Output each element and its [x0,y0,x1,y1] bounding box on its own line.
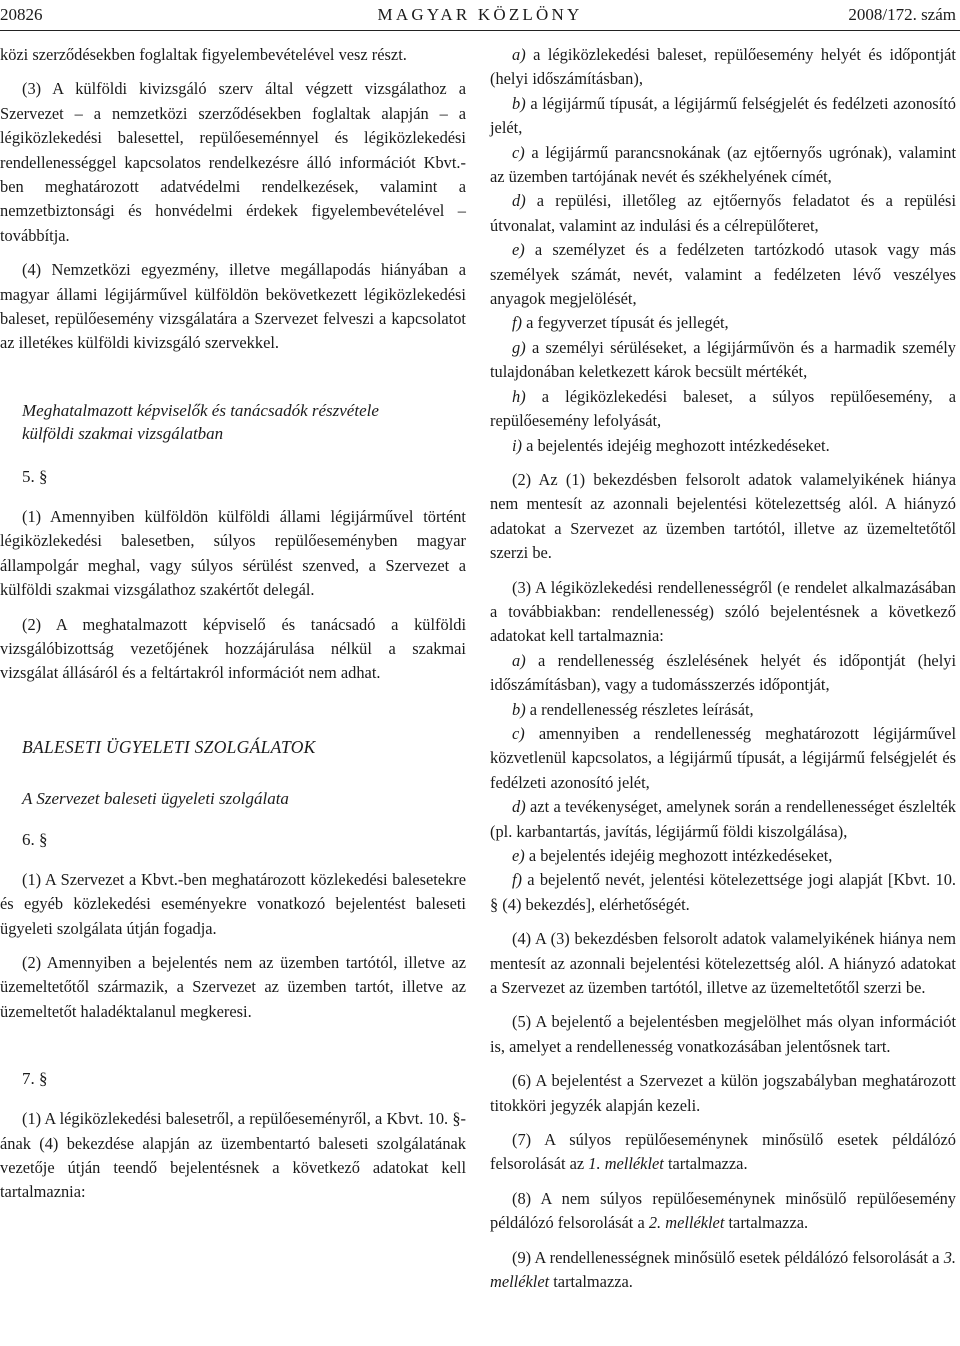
list-item: g) a személyi sérüléseket, a légijárművön és a harmadik személy tulajdonában keletkezett károk becsült mértékét, [490,337,956,382]
chapter-heading: BALESETI ÜGYELETI SZOLGÁLATOK [22,736,316,757]
annex-reference: 2. melléklet [648,1213,725,1233]
list-item: b) a rendellenesség részletes leírását, [512,699,754,719]
list-item: f) a bejelentő nevét, jelentési kötelezettsége jogi alapját [Kbvt. 10. § (4) bekezdés], elérhetőségét. [490,870,956,914]
section-heading: Meghatalmazott képviselők és tanácsadók részvétele [22,400,379,420]
list-item: h) a légiközlekedési baleset, a súlyos repülőesemény, a repülőesemény lefolyását, [490,386,956,431]
list-item: d) azt a tevékenységet, amelynek során a rendellenességet észlelték (pl. karbantartás, javítás, légijármű földi kiszolgálása), [490,797,956,841]
list-item: e) a személyzet és a fedélzeten tartózkodó utasok vagy más személyek számát, nevét, valamint a fedélzeten lévő veszélyes anyagok megjelölését, [490,240,956,309]
list-item: i) a bejelentés idejéig meghozott intézkedéseket. [512,435,830,455]
paragraph: (1) A Szervezet a Kbvt.-ben meghatározott közlekedési balesetekre és egyéb közlekedési eseményekre vonatkozó bejelentést baleseti ügyeleti szolgálata útján fogadja. [0,869,466,938]
list-item: a) a rendellenesség észlelésének helyét és időpontját (helyi időszámításban), vagy a tudomásszerzés időpontját, [490,650,956,695]
section-heading: külföldi szakmai vizsgálatban [22,423,224,443]
page-header [0,4,960,30]
right-column [490,43,956,1295]
paragraph: (4) Nemzetközi egyezmény, illetve megállapodás hiányában a magyar állami légijárművel külföldön bekövetkezett légiközlekedési baleset, repülőesemény vizsgálatára a Szervezet felveszi a kapcsolatot az illetékes külföldi kivizsgáló szervekkel. [0,260,466,353]
list-item: a) a légiközlekedési baleset, repülőesemény helyét és időpontját (helyi időszámításban), [490,45,956,89]
paragraph: (1) Amennyiben külföldön külföldi állami légijárművel történt légiközlekedési balesetben, súlyos repülőeseményben magyar állampolgár meghal, vagy súlyos sérülést szenved, a Szervezet a külföldi szakmai vizsgálathoz szakértőt delegál. [0,506,466,600]
list-item: c) a légijármű parancsnokának (az ejtőernyős ugrónak), valamint az üzemben tartójának nevét és székhelyének címét, [490,142,956,187]
annex-reference: 1. melléklet [588,1154,664,1174]
list-item: c) amennyiben a rendellenesség meghatározott légijárművel közvetlenül kapcsolatos, a légijármű típusát, a légijármű felségjelét és fedélzeti azonosító jelét, [490,723,956,792]
left-column [0,43,466,1205]
page-number: 20826 [0,5,43,24]
journal-title: MAGYAR KÖZLÖNY [377,5,583,24]
paragraph-number: 5. § [22,466,48,486]
paragraph: (5) A bejelentő a bejelentésben megjelölhet más olyan információt is, amelyet a rendellenesség vonatkozásában jelentősnek tart. [490,1012,956,1056]
paragraph: (8) A nem súlyos repülőeseménynek minősülő repülőesemény példálózó felsorolását a 2. melléklet tartalmazza. [490,1188,956,1233]
list-item: e) a bejelentés idejéig meghozott intézkedéseket, [512,846,833,865]
annex-reference: 3. melléklet [490,1247,956,1292]
paragraph: (7) A súlyos repülőeseménynek minősülő esetek példálózó felsorolását az 1. melléklet tartalmazza. [490,1130,956,1174]
paragraph: (1) A légiközlekedési balesetről, a repülőeseményről, a Kbvt. 10. §-ának (4) bekezdése alapján az üzembentartó baleseti szolgálatának vezetője útján teendő bejelentésnek a következő adatokat kell tartalmaznia: [0,1109,466,1202]
continued-paragraph: közi szerződésekben foglaltak figyelembevételével vesz részt. [0,45,407,64]
list-item: b) a légijármű típusát, a légijármű felségjelét és fedélzeti azonosító jelét, [490,93,956,138]
section-heading: A Szervezet baleseti ügyeleti szolgálata [22,788,289,808]
list-item: f) a fegyverzet típusát és jellegét, [512,313,729,333]
paragraph: (9) A rendellenességnek minősülő esetek példálózó felsorolását a 3. melléklet tartalmazza. [490,1247,956,1292]
paragraph: (2) Az (1) bekezdésben felsorolt adatok valamelyikének hiánya nem mentesít az azonnali bejelentési kötelezettség alól. A hiányzó adatokat a Szervezet az üzemben tartótól, illetve az üzemeltetőtől szerzi be. [490,469,956,563]
paragraph: (2) Amennyiben a bejelentés nem az üzemben tartótól, illetve az üzemeltetőtől származik, a Szervezet az üzemben tartót, illetve az üzemeltetőt haladéktalanul megkeresi. [0,952,466,1021]
paragraph: (3) A légiközlekedési rendellenességről (e rendelet alkalmazásában a továbbiakban: rendellenesség) szóló bejelentésnek a következő adatokat kell tartalmaznia: [490,577,956,646]
paragraph-number: 7. § [22,1069,48,1089]
paragraph: (6) A bejelentést a Szervezet a külön jogszabályban meghatározott titokköri jegyzék alapján kezeli. [490,1071,956,1115]
paragraph: (3) A külföldi kivizsgáló szerv által végzett vizsgálathoz a Szervezet – a nemzetközi szerződésekben foglaltak alapján – a légiközlekedési balesettel, repülőeseménnyel és légiközlekedési rendellenességgel kapcsolatos rendelkezésre álló információt Kbvt.-ben meghatározott adatvédelmi rendelkezések, valamint a nemzetbiztonsági és honvédelmi érdekek figyelembevételével – továbbítja. [0,79,466,245]
list-item: d) a repülési, illetőleg az ejtőernyős feladatot és a repülési útvonalat, valamint az indulási és a célrepülőteret, [490,191,956,235]
paragraph: (2) A meghatalmazott képviselő és tanácsadó a külföldi vizsgálóbizottság vezetőjének hozzájárulása nélkül a szakmai vizsgálat állásáról és a feltártakról információt nem adhat. [0,614,466,683]
header-rule [0,30,960,31]
issue-number: 2008/172. szám [848,5,956,24]
paragraph: (4) A (3) bekezdésben felsorolt adatok valamelyikének hiánya nem mentesít az azonnali bejelentési kötelezettség alól. A hiányzó adatokat a Szervezet az üzemben tartótól, illetve az üzemeltetőtől szerzi be. [490,929,956,998]
paragraph-number: 6. § [22,829,48,849]
